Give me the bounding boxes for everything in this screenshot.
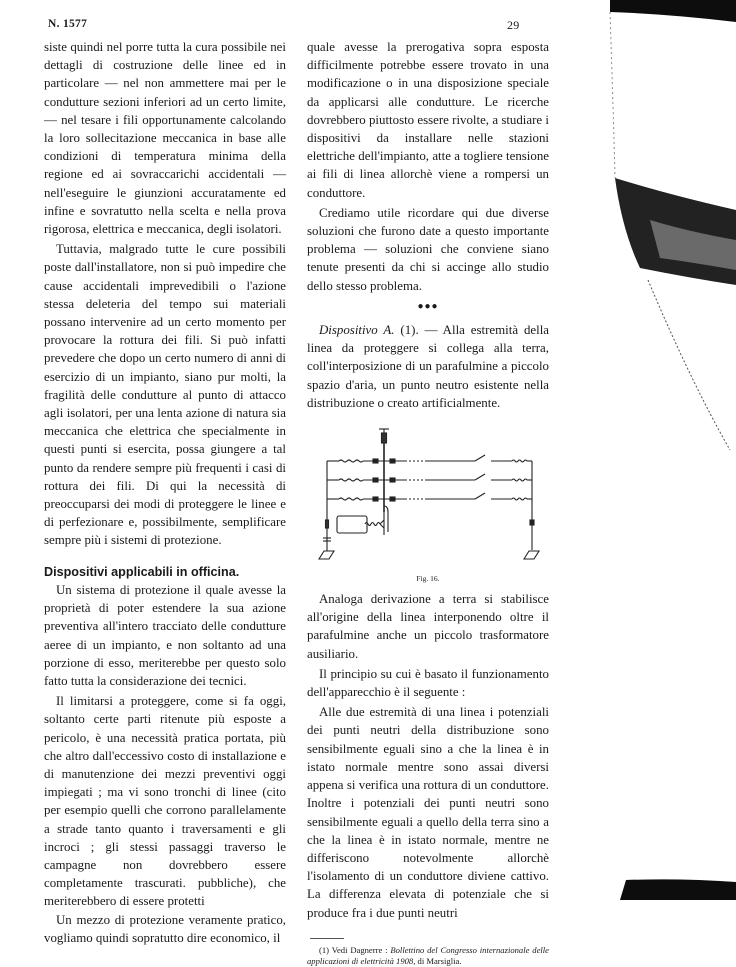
left-coil — [326, 520, 329, 528]
left-column — [44, 38, 286, 947]
page-number: 29 — [507, 18, 520, 32]
right-ground-plate — [524, 551, 539, 559]
paragraph: quale avesse la prerogativa sopra esposta difficilmente potrebbe essere trovato in una modificazione o in una disposizione speciale da applicarsi alle condutture. Le ricerche dovrebbero piuttosto essere rivolte, a studiare i dispositivi da installare nelle stazioni elettriche dell'impianto, atte a togliere tensione ai fili di linea allorchè viene a rompersi un conduttore. — [307, 40, 549, 200]
paragraph: Un mezzo di protezione veramente pratico, vogliamo quindi sopratutto dire economico, il — [44, 912, 286, 945]
footnote-ref: (1) Vedi Dagnerre : — [319, 944, 391, 955]
circuit-diagram — [307, 420, 549, 570]
device-label: Dispositivo A. — [319, 323, 395, 338]
footnote — [307, 945, 549, 967]
footnote-rule — [310, 938, 344, 939]
scan-edge-artifact — [590, 0, 736, 900]
top-dark-band — [610, 0, 736, 22]
left-ground-plate — [319, 551, 334, 559]
figure-caption: Fig. 16. — [416, 574, 440, 584]
footnote-end: , di Marsiglia. — [413, 955, 462, 966]
paragraph: siste quindi nel porre tutta la cura possibile nei dettagli di costruzione delle linee ed in particolare — nel non ammettere mai per le condutture sezioni inferiori ad un certo limite, — nel tesare i fili opportunamente calcolando la loro sollecitazione meccanica in base alle condizioni di temperatura minima della regione ed ai sovraccarichi accidentali — nell'eseguire le giunzioni accuratamente ed infine e sovratutto nella scelta e nella prova rigorosa, elettrica e meccanica, degli isolatori. — [44, 40, 286, 237]
paragraph: Il limitarsi a proteggere, come si fa oggi, soltanto certe parti ritenute più esposte a pericolo, è una necessità pratica portata, più che altro dall'eccessivo costo di installazione e di manutenzione dei mezzi preventivi oggi impiegati ; ma vi sono tronchi di linee (cito per esempio quelli che corrono parallelamente a strade tanto quanto i traversamenti e gli incroci ; gli stessi passaggi traverso le campagne non dovrebbero essere completamente trascurati. pubbliche), che meriterebbero di essere protetti — [44, 694, 286, 909]
right-arrester — [530, 520, 534, 525]
paragraph-text: (1). — Alla estremità della linea da proteggere si collega alla terra, coll'interposizione di un parafulmine a piccolo spazio d'aria, un punto neutro esistente nella distribuzione o creato artificialmente. — [307, 323, 550, 410]
figure-circuit-diagram — [307, 420, 549, 590]
paragraph: Analoga derivazione a terra si stabilisce all'origine della linea interponendo oltre il parafulmine anche un piccolo trasformatore ausiliario. — [307, 592, 549, 661]
page-edge-line — [610, 12, 615, 178]
right-column — [307, 38, 549, 967]
line-1 — [327, 455, 532, 462]
paragraph — [307, 321, 549, 412]
transformer-box — [337, 516, 367, 533]
paragraph: Un sistema di protezione il quale avesse la proprietà di poter estendere la sua azione preventiva all'intero tracciato delle condutture aeree di un impianto, e non soltanto ad una porzione di esso, meriterebbe per questo solo fatto tutta la considerazione dei tecnici. — [44, 582, 286, 688]
paragraph: Crediamo utile ricordare qui due diverse soluzioni che furono date a questo importante problema — soluzioni che conviene siano tenute presenti da chi si accinge allo studio dello stesso problema. — [307, 205, 549, 293]
paragraph: Tuttavia, malgrado tutte le cure possibili poste dall'installatore, non si può impedire che cause accidentali imprevedibili o l'azione stessa deleteria del tempo sui materiali possano intervenire ad un certo momento per provocare la rottura dei fili. Si può infatti prevedere che dopo un certo numero di anni di esercizio di un impianto, siano pur molti, la fragilità delle condutture al punto di attacco agli isolatori, per una lenta azione di natura sia meccanica che elettrica che specialmente in questi punti si esercita, possa giungere a tal punto da rendere sempre più frequenti i casi di rottura dei fili. Di qui la necessità di preoccuparsi dei modi di proteggere le linee e di perfezionare e, possibilmente, semplificare sempre più i sistemi di protezione. — [44, 242, 286, 548]
page-edge-line-lower — [648, 280, 730, 450]
paragraph: Il principio su cui è basato il funzionamento dell'apparecchio è il seguente : — [307, 666, 549, 700]
section-heading: Dispositivi applicabili in officina. — [44, 564, 240, 579]
issue-number: N. 1577 — [48, 18, 88, 30]
footnote-title: Bollettino del Congresso internazionale delle applicazioni di elettricità 1908 — [307, 944, 549, 966]
line-3 — [327, 493, 532, 500]
asterism-separator: ●●● — [417, 300, 439, 312]
resistor-coil — [382, 433, 387, 443]
bottom-dark-band — [620, 879, 736, 900]
paragraph: Alle due estremità di una linea i potenziali dei punti neutri della distribuzione sono sensibilmente eguali sino a che la linea è in istato normale mentre sono assai diversi appena si verifica una rottura di un conduttore. Inoltre i potenziali dei punti neutri sono sensibilmente eguali a quello della terra sino a che la linea è in istato normale, mentre ne differiscono notevolmente allorchè l'isolamento di un conduttore diviene cattivo. La differenza elevata di potenziale che si produce fra i due punti neutri — [307, 705, 549, 920]
line-2 — [327, 474, 532, 481]
